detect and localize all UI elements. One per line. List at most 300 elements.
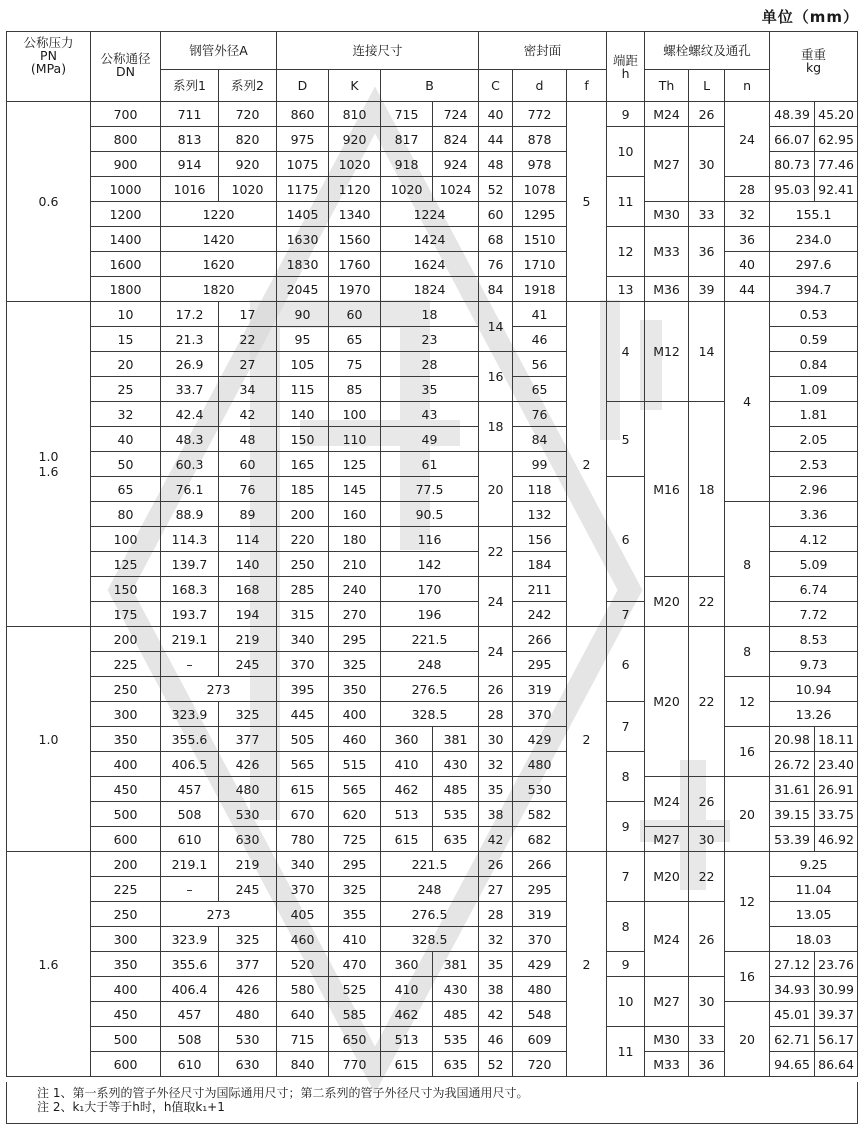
- table-cell: 68: [479, 227, 513, 252]
- table-cell: 325: [219, 927, 277, 952]
- table-cell: 165: [277, 452, 329, 477]
- table-cell: 75: [329, 352, 381, 377]
- table-cell: 18.11: [815, 727, 858, 752]
- table-cell: 1175: [277, 177, 329, 202]
- header-C: C: [479, 70, 513, 102]
- table-cell: 250: [277, 552, 329, 577]
- table-cell: 12: [725, 677, 770, 727]
- table-cell: 340: [277, 852, 329, 877]
- table-cell: 5: [607, 402, 645, 477]
- table-cell: 520: [277, 952, 329, 977]
- table-cell: 180: [329, 527, 381, 552]
- table-cell: 2045: [277, 277, 329, 302]
- table-cell: 1120: [329, 177, 381, 202]
- table-cell: 28: [479, 702, 513, 727]
- table-cell: 610: [161, 827, 219, 852]
- dn-cell: 600: [91, 827, 161, 852]
- table-cell: 240: [329, 577, 381, 602]
- header-end-distance: 端距 h: [607, 32, 645, 102]
- table-cell: 30: [689, 127, 725, 202]
- table-row: [7, 177, 858, 202]
- header-n: n: [725, 70, 770, 102]
- table-cell: 975: [277, 127, 329, 152]
- dn-cell: 350: [91, 727, 161, 752]
- table-cell: 429: [513, 727, 567, 752]
- table-cell: 1078: [513, 177, 567, 202]
- table-cell: 2.05: [770, 427, 858, 452]
- table-cell: 460: [277, 927, 329, 952]
- table-cell: M16: [645, 402, 689, 577]
- table-cell: 14: [479, 302, 513, 352]
- table-cell: 13.26: [770, 702, 858, 727]
- table-cell: M27: [645, 127, 689, 202]
- table-cell: 325: [219, 702, 277, 727]
- table-cell: 92.41: [815, 177, 858, 202]
- table-cell: 410: [381, 977, 433, 1002]
- table-cell: 94.65: [770, 1052, 815, 1077]
- table-cell: 1024: [433, 177, 479, 202]
- table-cell: 7.72: [770, 602, 858, 627]
- table-cell: 56: [513, 352, 567, 377]
- table-cell: 485: [433, 1002, 479, 1027]
- table-cell: 44: [725, 277, 770, 302]
- table-cell: 219.1: [161, 627, 219, 652]
- table-cell: 26: [689, 777, 725, 827]
- header-K: K: [329, 70, 381, 102]
- table-cell: 219: [219, 852, 277, 877]
- table-cell: 18: [689, 402, 725, 577]
- table-cell: M33: [645, 227, 689, 277]
- table-cell: 370: [277, 652, 329, 677]
- table-cell: 513: [381, 802, 433, 827]
- dn-cell: 300: [91, 702, 161, 727]
- table-cell: 530: [513, 777, 567, 802]
- table-cell: 242: [513, 602, 567, 627]
- dn-cell: 125: [91, 552, 161, 577]
- table-cell: 0.59: [770, 327, 858, 352]
- table-cell: 9: [607, 802, 645, 852]
- table-cell: 13.05: [770, 902, 858, 927]
- table-cell: 323.9: [161, 927, 219, 952]
- table-row: [7, 627, 858, 652]
- dn-cell: 400: [91, 752, 161, 777]
- table-cell: 582: [513, 802, 567, 827]
- header-D: D: [277, 70, 329, 102]
- table-cell: 715: [277, 1027, 329, 1052]
- table-cell: 89: [219, 502, 277, 527]
- table-cell: 10.94: [770, 677, 858, 702]
- table-cell: 635: [433, 827, 479, 852]
- table-cell: 460: [329, 727, 381, 752]
- table-cell: 42: [479, 1002, 513, 1027]
- table-cell: 7: [607, 602, 645, 627]
- dn-cell: 200: [91, 627, 161, 652]
- table-cell: 88.9: [161, 502, 219, 527]
- dn-cell: 150: [91, 577, 161, 602]
- table-cell: 20: [725, 1002, 770, 1077]
- table-cell: 273: [161, 677, 277, 702]
- table-cell: 429: [513, 952, 567, 977]
- table-cell: 170: [381, 577, 479, 602]
- table-cell: 395: [277, 677, 329, 702]
- note-1: 注 1、第一系列的管子外径尺寸为国际通用尺寸；第二系列的管子外径尺寸为我国通用尺寸。: [37, 1086, 529, 1100]
- table-cell: 9: [607, 102, 645, 127]
- table-cell: 76: [479, 252, 513, 277]
- table-cell: 295: [513, 652, 567, 677]
- table-row: [7, 677, 858, 702]
- table-cell: 9: [607, 952, 645, 977]
- table-cell: 23.40: [815, 752, 858, 777]
- table-cell: 40: [725, 252, 770, 277]
- table-cell: 635: [433, 1052, 479, 1077]
- table-cell: M30: [645, 202, 689, 227]
- table-cell: M33: [645, 1052, 689, 1077]
- table-cell: 33.7: [161, 377, 219, 402]
- table-cell: 219.1: [161, 852, 219, 877]
- table-cell: 630: [219, 1052, 277, 1077]
- table-cell: 920: [219, 152, 277, 177]
- table-cell: 11.04: [770, 877, 858, 902]
- pn-cell: 0.6: [7, 102, 91, 302]
- table-row: [7, 252, 858, 277]
- table-cell: 16: [479, 352, 513, 402]
- table-cell: 370: [513, 927, 567, 952]
- table-cell: 115: [277, 377, 329, 402]
- table-cell: 328.5: [381, 702, 479, 727]
- table-cell: 43: [381, 402, 479, 427]
- dn-cell: 700: [91, 102, 161, 127]
- table-cell: 32: [479, 752, 513, 777]
- table-cell: 7: [607, 852, 645, 902]
- table-cell: 26.91: [815, 777, 858, 802]
- pn-cell: 1.6: [7, 852, 91, 1077]
- table-cell: 139.7: [161, 552, 219, 577]
- dn-cell: 600: [91, 1052, 161, 1077]
- table-cell: 90.5: [381, 502, 479, 527]
- dn-cell: 20: [91, 352, 161, 377]
- dn-cell: 1800: [91, 277, 161, 302]
- table-cell: 156: [513, 527, 567, 552]
- table-cell: 920: [329, 127, 381, 152]
- table-cell: 508: [161, 802, 219, 827]
- table-cell: 145: [329, 477, 381, 502]
- table-cell: 17.2: [161, 302, 219, 327]
- table-cell: 132: [513, 502, 567, 527]
- table-row: [7, 952, 858, 977]
- table-cell: 12: [725, 852, 770, 952]
- table-cell: 17: [219, 302, 277, 327]
- table-cell: 772: [513, 102, 567, 127]
- table-cell: 340: [277, 627, 329, 652]
- table-cell: 615: [381, 1052, 433, 1077]
- table-cell: 80.73: [770, 152, 815, 177]
- table-cell: 355.6: [161, 952, 219, 977]
- table-row: [7, 227, 858, 252]
- table-cell: M30: [645, 1027, 689, 1052]
- table-cell: 670: [277, 802, 329, 827]
- table-cell: 480: [219, 777, 277, 802]
- table-cell: 142: [381, 552, 479, 577]
- table-cell: 1624: [381, 252, 479, 277]
- table-cell: 36: [689, 227, 725, 277]
- table-cell: 978: [513, 152, 567, 177]
- table-cell: 505: [277, 727, 329, 752]
- table-cell: 720: [219, 102, 277, 127]
- table-cell: 457: [161, 777, 219, 802]
- table-cell: 355.6: [161, 727, 219, 752]
- header-weight: 重重 kg: [770, 32, 858, 102]
- table-cell: 1760: [329, 252, 381, 277]
- table-cell: 10: [607, 127, 645, 177]
- table-cell: 548: [513, 1002, 567, 1027]
- table-cell: 33.75: [815, 802, 858, 827]
- table-cell: 62.71: [770, 1027, 815, 1052]
- table-cell: 3.36: [770, 502, 858, 527]
- table-cell: 150: [277, 427, 329, 452]
- table-cell: 426: [219, 752, 277, 777]
- table-cell: 462: [381, 777, 433, 802]
- table-cell: M24: [645, 102, 689, 127]
- table-cell: 248: [381, 877, 479, 902]
- table-cell: 7: [607, 702, 645, 752]
- table-cell: 140: [219, 552, 277, 577]
- table-row: [7, 727, 858, 752]
- table-cell: 16: [725, 727, 770, 777]
- table-cell: 350: [329, 677, 381, 702]
- table-cell: 924: [433, 152, 479, 177]
- dn-cell: 32: [91, 402, 161, 427]
- table-cell: 8: [725, 502, 770, 627]
- table-cell: 22: [689, 852, 725, 902]
- table-cell: 2: [567, 302, 607, 627]
- table-cell: 30: [479, 727, 513, 752]
- table-cell: 21.3: [161, 327, 219, 352]
- table-cell: 32: [725, 202, 770, 227]
- table-cell: 914: [161, 152, 219, 177]
- table-cell: 270: [329, 602, 381, 627]
- table-cell: 813: [161, 127, 219, 152]
- table-cell: 248: [381, 652, 479, 677]
- table-cell: 615: [381, 827, 433, 852]
- table-cell: 810: [329, 102, 381, 127]
- table-cell: 155.1: [770, 202, 858, 227]
- header-L: L: [689, 70, 725, 102]
- table-cell: 46: [513, 327, 567, 352]
- table-cell: 0.53: [770, 302, 858, 327]
- dn-cell: 450: [91, 1002, 161, 1027]
- table-cell: 1420: [161, 227, 277, 252]
- table-cell: 76: [219, 477, 277, 502]
- dn-cell: 1000: [91, 177, 161, 202]
- table-cell: 2.53: [770, 452, 858, 477]
- table-cell: 620: [329, 802, 381, 827]
- table-cell: 377: [219, 952, 277, 977]
- table-cell: 116: [381, 527, 479, 552]
- table-row: [7, 1002, 858, 1027]
- table-cell: 35: [479, 777, 513, 802]
- table-cell: 36: [689, 1052, 725, 1077]
- table-cell: 297.6: [770, 252, 858, 277]
- table-cell: 40: [479, 102, 513, 127]
- table-cell: 360: [381, 727, 433, 752]
- table-cell: 480: [513, 752, 567, 777]
- table-cell: 0.84: [770, 352, 858, 377]
- table-cell: 1405: [277, 202, 329, 227]
- table-cell: 26.9: [161, 352, 219, 377]
- table-cell: 60: [329, 302, 381, 327]
- table-cell: 370: [513, 702, 567, 727]
- header-dn: 公称通径 DN: [91, 32, 161, 102]
- table-cell: 20: [479, 452, 513, 527]
- table-cell: 77.5: [381, 477, 479, 502]
- table-cell: 445: [277, 702, 329, 727]
- table-cell: 194: [219, 602, 277, 627]
- table-cell: 2.96: [770, 477, 858, 502]
- table-cell: 406.4: [161, 977, 219, 1002]
- table-cell: 1510: [513, 227, 567, 252]
- table-cell: –: [161, 877, 219, 902]
- dn-cell: 250: [91, 677, 161, 702]
- table-cell: 820: [219, 127, 277, 152]
- table-cell: 200: [277, 502, 329, 527]
- header-Th: Th: [645, 70, 689, 102]
- table-cell: 285: [277, 577, 329, 602]
- notes: [6, 1082, 858, 1124]
- table-cell: 457: [161, 1002, 219, 1027]
- table-cell: 610: [161, 1052, 219, 1077]
- table-header: [7, 32, 858, 102]
- table-cell: 406.5: [161, 752, 219, 777]
- table-cell: 100: [329, 402, 381, 427]
- table-cell: 39: [689, 277, 725, 302]
- table-cell: 42: [219, 402, 277, 427]
- table-cell: 35: [479, 952, 513, 977]
- header-seal: 密封面: [479, 32, 607, 70]
- table-cell: 65: [513, 377, 567, 402]
- dn-cell: 15: [91, 327, 161, 352]
- table-cell: 1224: [381, 202, 479, 227]
- table-cell: 52: [479, 177, 513, 202]
- table-cell: 6: [607, 477, 645, 602]
- table-cell: 328.5: [381, 927, 479, 952]
- table-cell: 1020: [219, 177, 277, 202]
- table-cell: 525: [329, 977, 381, 1002]
- table-cell: 10: [607, 977, 645, 1027]
- table-cell: 315: [277, 602, 329, 627]
- table-cell: 462: [381, 1002, 433, 1027]
- table-cell: 565: [277, 752, 329, 777]
- dn-cell: 300: [91, 927, 161, 952]
- table-cell: 42: [479, 827, 513, 852]
- table-cell: 66.07: [770, 127, 815, 152]
- table-cell: 99: [513, 452, 567, 477]
- dn-cell: 40: [91, 427, 161, 452]
- table-cell: 38: [479, 977, 513, 1002]
- table-cell: 46: [479, 1027, 513, 1052]
- table-cell: 4.12: [770, 527, 858, 552]
- table-cell: 410: [381, 752, 433, 777]
- table-cell: 485: [433, 777, 479, 802]
- table-cell: 44: [479, 127, 513, 152]
- table-cell: 878: [513, 127, 567, 152]
- table-cell: 370: [277, 877, 329, 902]
- table-cell: 1340: [329, 202, 381, 227]
- table-row: [7, 302, 858, 327]
- table-cell: 381: [433, 727, 479, 752]
- table-cell: 60: [479, 202, 513, 227]
- table-cell: 355: [329, 902, 381, 927]
- table-cell: –: [161, 652, 219, 677]
- table-cell: 24: [725, 102, 770, 177]
- table-cell: 724: [433, 102, 479, 127]
- table-cell: 62.95: [815, 127, 858, 152]
- table-cell: 319: [513, 677, 567, 702]
- table-cell: M20: [645, 852, 689, 902]
- table-row: [7, 777, 858, 802]
- table-cell: 860: [277, 102, 329, 127]
- table-cell: 41: [513, 302, 567, 327]
- table-cell: 26.72: [770, 752, 815, 777]
- table-cell: 1075: [277, 152, 329, 177]
- table-cell: 2: [567, 627, 607, 852]
- dn-cell: 50: [91, 452, 161, 477]
- table-cell: 1020: [381, 177, 433, 202]
- table-cell: 515: [329, 752, 381, 777]
- table-cell: 14: [689, 302, 725, 402]
- table-cell: 45.01: [770, 1002, 815, 1027]
- table-cell: 26: [689, 102, 725, 127]
- table-cell: 1016: [161, 177, 219, 202]
- table-cell: 1820: [161, 277, 277, 302]
- header-pipe-od: 钢管外径A: [161, 32, 277, 70]
- table-cell: 18: [479, 402, 513, 452]
- table-cell: 28: [725, 177, 770, 202]
- table-cell: 76.1: [161, 477, 219, 502]
- table-cell: 48.39: [770, 102, 815, 127]
- dn-cell: 500: [91, 1027, 161, 1052]
- table-cell: 1560: [329, 227, 381, 252]
- table-cell: 33: [689, 202, 725, 227]
- table-cell: 650: [329, 1027, 381, 1052]
- table-cell: M36: [645, 277, 689, 302]
- table-cell: 45.20: [815, 102, 858, 127]
- table-cell: 8: [607, 752, 645, 802]
- table-cell: 1710: [513, 252, 567, 277]
- table-cell: 11: [607, 177, 645, 227]
- header-d: d: [513, 70, 567, 102]
- table-cell: 16: [725, 952, 770, 1002]
- table-cell: 33: [689, 1027, 725, 1052]
- table-cell: 530: [219, 1027, 277, 1052]
- table-cell: 27.12: [770, 952, 815, 977]
- header-B: B: [381, 70, 479, 102]
- dn-cell: 175: [91, 602, 161, 627]
- table-cell: 770: [329, 1052, 381, 1077]
- dn-cell: 65: [91, 477, 161, 502]
- table-cell: M27: [645, 977, 689, 1027]
- table-cell: 410: [329, 927, 381, 952]
- dn-cell: 200: [91, 852, 161, 877]
- dn-cell: 10: [91, 302, 161, 327]
- table-cell: 22: [689, 577, 725, 627]
- table-cell: 1220: [161, 202, 277, 227]
- table-cell: 295: [513, 877, 567, 902]
- table-cell: 211: [513, 577, 567, 602]
- table-cell: 35: [381, 377, 479, 402]
- table-cell: 48.3: [161, 427, 219, 452]
- dn-cell: 1600: [91, 252, 161, 277]
- table-cell: 196: [381, 602, 479, 627]
